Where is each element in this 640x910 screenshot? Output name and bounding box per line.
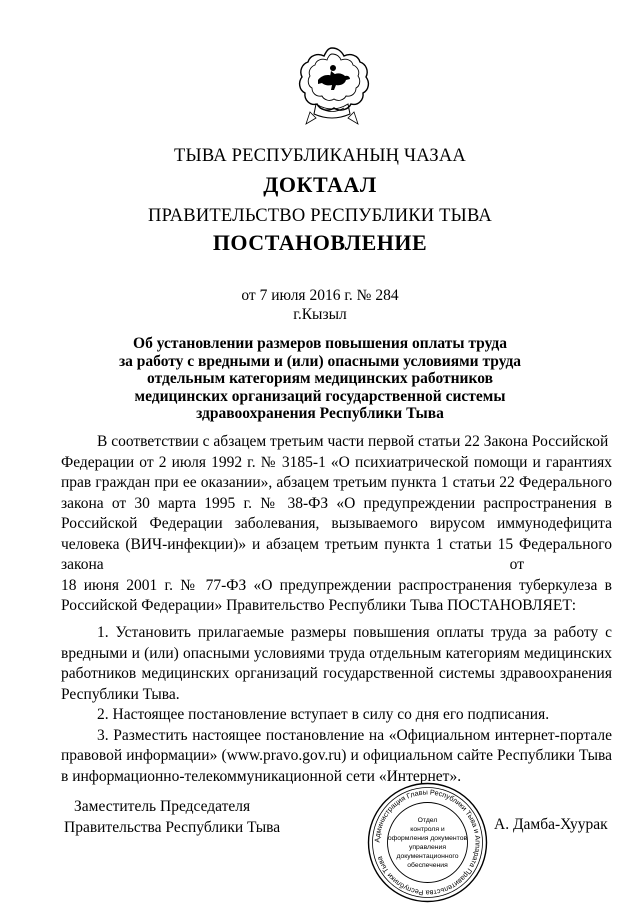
- stamp-center-line: обеспечения: [407, 862, 448, 869]
- header-tyva-republic: ТЫВА РЕСПУБЛИКАНЫҢ ЧАЗАА: [174, 146, 466, 166]
- title-line: здравоохранения Республики Тыва: [196, 405, 444, 422]
- preamble-word: от: [509, 556, 524, 573]
- preamble-line: закона от 30 марта 1995 г. № 38-ФЗ «О предупреждении распространения в: [61, 494, 612, 512]
- stamp-center-line: контроля и: [410, 826, 445, 833]
- stamp-ring-text: [372, 787, 482, 897]
- item-3: 3. Разместить настоящее постановление на «Официальном интернет-портале правовой информации» (www.pravo.gov.ru) и официальном сайте Республики Тыва в информационно-телекоммуникационной сети «Интернет».: [61, 726, 612, 785]
- signatory-position-line: Заместитель Председателя: [74, 798, 251, 815]
- official-stamp: [365, 780, 490, 905]
- preamble-line: [61, 555, 612, 576]
- document-city: г.Кызыл: [293, 306, 347, 323]
- signatory-position-line: Правительства Республики Тыва: [64, 818, 281, 836]
- document-date-number: от 7 июля 2016 г. № 284: [241, 287, 399, 304]
- title-line: медицинских организаций государственной системы: [134, 387, 506, 405]
- header-doktaal: ДОКТААЛ: [263, 172, 377, 197]
- operative-items: [61, 623, 612, 787]
- signatory-name: А. Дамба-Хуурак: [494, 816, 608, 833]
- title-line: Об установлении размеров повышения оплаты труда: [133, 335, 507, 352]
- stamp-center-line: управления: [408, 844, 447, 851]
- title-line: отдельным категориям медицинских работников: [147, 370, 493, 387]
- item-1: 1. Установить прилагаемые размеры повышения оплаты труда за работу с вредными и (или) опасными условиями труда отдельным категориям медицинских работников медицинских организаций государственной системы здравоохранения Республики Тыва.: [61, 624, 612, 703]
- preamble-line: 18 июня 2001 г. № 77-ФЗ «О предупреждении распространения туберкулеза в: [61, 576, 612, 594]
- preamble-line: В соответствии с абзацем третьим части первой статьи 22 Закона Российской: [97, 433, 609, 450]
- header-postanovlenie: ПОСТАНОВЛЕНИЕ: [212, 230, 428, 255]
- item-2: 2. Настоящее постановление вступает в силу со дня его подписания.: [97, 706, 550, 723]
- preamble-line: Российской Федерации» Правительство Республики Тыва ПОСТАНОВЛЯЕТ:: [61, 597, 577, 614]
- document-title: [0, 335, 640, 423]
- preamble-line: человека (ВИЧ-инфекции)» и абзацем третьим пункта 1 статьи 15 Федерального: [61, 535, 612, 553]
- coat-of-arms-emblem: [290, 42, 374, 132]
- preamble-line: Федерации от 2 июля 1992 г. № 3185-1 «О психиатрической помощи и гарантиях: [61, 453, 612, 471]
- preamble-paragraph: [61, 432, 612, 617]
- preamble-line: прав граждан при ее оказании», абзацем третьим пункта 1 статьи 22 Федерального: [61, 474, 612, 491]
- title-line: за работу с вредными и (или) опасными условиями труда: [118, 352, 522, 370]
- signatory-position: [64, 797, 280, 838]
- preamble-word: закона: [61, 556, 104, 573]
- stamp-center-line: Отдел: [417, 817, 438, 824]
- header-government: ПРАВИТЕЛЬСТВО РЕСПУБЛИКИ ТЫВА: [148, 206, 492, 226]
- stamp-center-line: документационного: [396, 853, 459, 860]
- stamp-ring-path-text: Администрация Главы Республики Тыва и Аппарата Правительства Республики Тыва: [372, 787, 483, 898]
- preamble-line: Российской Федерации заболевания, вызываемого вирусом иммунодефицита: [61, 515, 612, 532]
- stamp-center-line: оформления документов: [387, 835, 468, 842]
